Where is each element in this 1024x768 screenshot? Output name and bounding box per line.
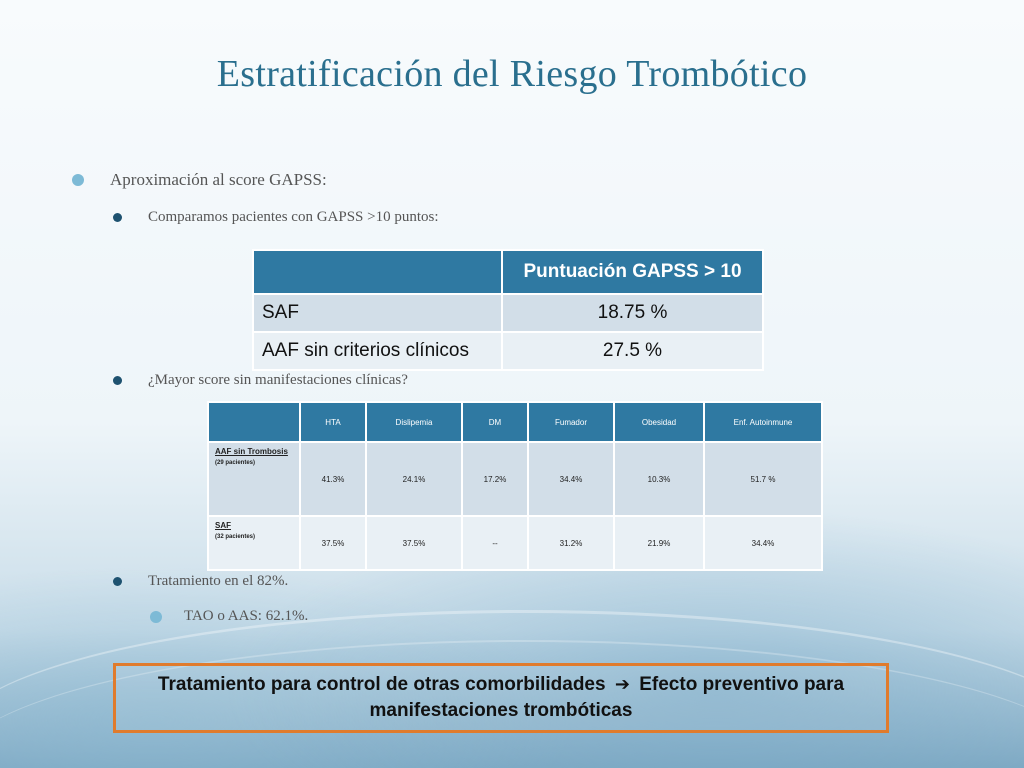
table-cell: 17.2% [462, 442, 528, 516]
table-header-cell: HTA [300, 402, 366, 442]
table-cell: 37.5% [366, 516, 462, 570]
bullet-tao-aas [150, 608, 308, 625]
table-header-cell: Enf. Autoinmune [704, 402, 822, 442]
table-cell: 37.5% [300, 516, 366, 570]
bullet-text: Tratamiento en el 82%. [148, 573, 289, 589]
table-cell: 10.3% [614, 442, 704, 516]
table-header-cell: Fumador [528, 402, 614, 442]
table-cell: 51.7 % [704, 442, 822, 516]
table-cell: 34.4% [528, 442, 614, 516]
bullet-text: ¿Mayor score sin manifestaciones clínicas? [148, 372, 408, 388]
table-cell: 41.3% [300, 442, 366, 516]
table-row [253, 332, 763, 370]
table-header-cell: Dislipemia [366, 402, 462, 442]
arrow-right-icon: ➔ [614, 674, 630, 695]
callout-text-part2: Efecto preventivo para manifestaciones trombóticas [369, 674, 845, 721]
table-header-cell: Obesidad [614, 402, 704, 442]
table-header-row [208, 402, 822, 442]
bullet-compare-patients [113, 209, 439, 226]
conclusion-callout [113, 663, 889, 733]
bullet-dot-icon [113, 577, 122, 586]
table-cell: -- [462, 516, 528, 570]
callout-text [116, 672, 886, 723]
table-row-label [208, 516, 300, 570]
table-row [208, 442, 822, 516]
table-cell: 21.9% [614, 516, 704, 570]
table-header-cell: DM [462, 402, 528, 442]
group-name: AAF sin Trombosis [215, 447, 288, 456]
group-name: SAF [215, 521, 231, 530]
bullet-dot-icon [72, 174, 84, 186]
table-header-cell [208, 402, 300, 442]
bullet-dot-icon [113, 213, 122, 222]
table-row-label [208, 442, 300, 516]
bullet-gapss-approach [72, 170, 327, 190]
gapss-table [252, 249, 764, 371]
bullet-text: Comparamos pacientes con GAPSS >10 puntos: [148, 209, 439, 225]
bullet-dot-icon [113, 376, 122, 385]
table-header-row [253, 250, 763, 294]
bullet-treatment [113, 573, 288, 590]
table-row-label: AAF sin criterios clínicos [253, 332, 502, 370]
table-header-cell [253, 250, 502, 294]
bullet-text: Aproximación al score GAPSS: [110, 170, 327, 189]
group-count: (29 pacientes) [215, 460, 256, 466]
callout-text-part1: Tratamiento para control de otras comorbilidades [157, 674, 606, 696]
table-cell: 27.5 % [502, 332, 763, 370]
group-count: (32 pacientes) [215, 534, 256, 540]
bullet-dot-icon [150, 611, 162, 623]
bullet-higher-score-question [113, 372, 408, 389]
risk-factor-table [207, 401, 823, 571]
table-row [253, 294, 763, 332]
table-cell: 24.1% [366, 442, 462, 516]
table-row-label: SAF [253, 294, 502, 332]
bullet-text: TAO o AAS: 62.1%. [184, 608, 309, 624]
table-row [208, 516, 822, 570]
table-header-cell: Puntuación GAPSS > 10 [502, 250, 763, 294]
slide-title: Estratificación del Riesgo Trombótico [216, 53, 808, 95]
table-cell: 18.75 % [502, 294, 763, 332]
table-cell: 34.4% [704, 516, 822, 570]
table-cell: 31.2% [528, 516, 614, 570]
